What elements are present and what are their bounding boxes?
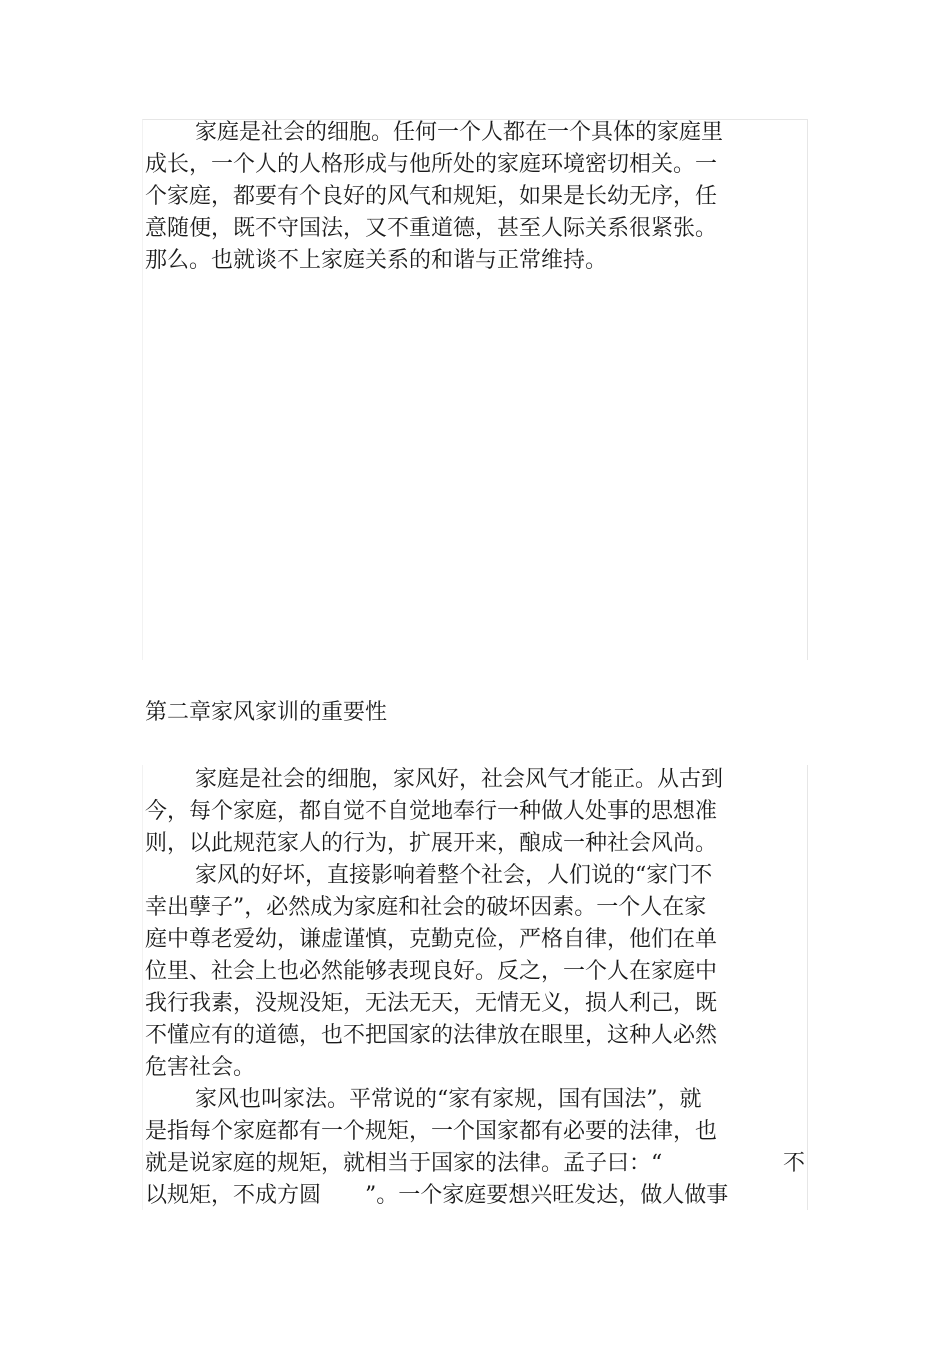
text-line: 今，每个家庭，都自觉不自觉地奉行一种做人处事的思想准 [145, 799, 718, 824]
text-line: 家风也叫家法。平常说的“家有家规，国有国法”，就 [195, 1087, 702, 1112]
chapter-heading: 第二章家风家训的重要性 [145, 700, 388, 725]
text-line: 就是说家庭的规矩，就相当于国家的法律。孟子曰：“ [145, 1151, 663, 1176]
text-line: 庭中尊老爱幼，谦虚谨慎，克勤克俭，严格自律，他们在单 [145, 927, 718, 952]
text-line-end-char: 不 [783, 1151, 806, 1176]
text-line: 则，以此规范家人的行为，扩展开来，酿成一种社会风尚。 [145, 831, 718, 856]
text-line: 家庭是社会的细胞，家风好，社会风气才能正。从古到 [195, 767, 724, 792]
text-line: 意随便，既不守国法，又不重道德，甚至人际关系很紧张。 [145, 216, 718, 241]
text-line: 家风的好坏，直接影响着整个社会，人们说的“家门不 [195, 863, 713, 888]
text-line: 不懂应有的道德，也不把国家的法律放在眼里，这种人必然 [145, 1023, 718, 1048]
text-line: 危害社会。 [145, 1055, 256, 1080]
text-line: 那么。也就谈不上家庭关系的和谐与正常维持。 [145, 248, 608, 273]
text-line: 成长，一个人的人格形成与他所处的家庭环境密切相关。一 [145, 152, 718, 177]
text-line: 我行我素，没规没矩，无法无天，无情无义，损人利己，既 [145, 991, 718, 1016]
text-line: 位里、社会上也必然能够表现良好。反之，一个人在家庭中 [145, 959, 718, 984]
text-line: 家庭是社会的细胞。任何一个人都在一个具体的家庭里 [195, 120, 724, 145]
text-line: 是指每个家庭都有一个规矩，一个国家都有必要的法律，也 [145, 1119, 718, 1144]
text-line: 幸出孽子”，必然成为家庭和社会的破坏因素。一个人在家 [145, 895, 707, 920]
text-line: 个家庭，都要有个良好的风气和规矩，如果是长幼无序，任 [145, 184, 718, 209]
text-line: 以规矩，不成方圆 ”。一个家庭要想兴旺发达，做人做事 [145, 1183, 729, 1208]
